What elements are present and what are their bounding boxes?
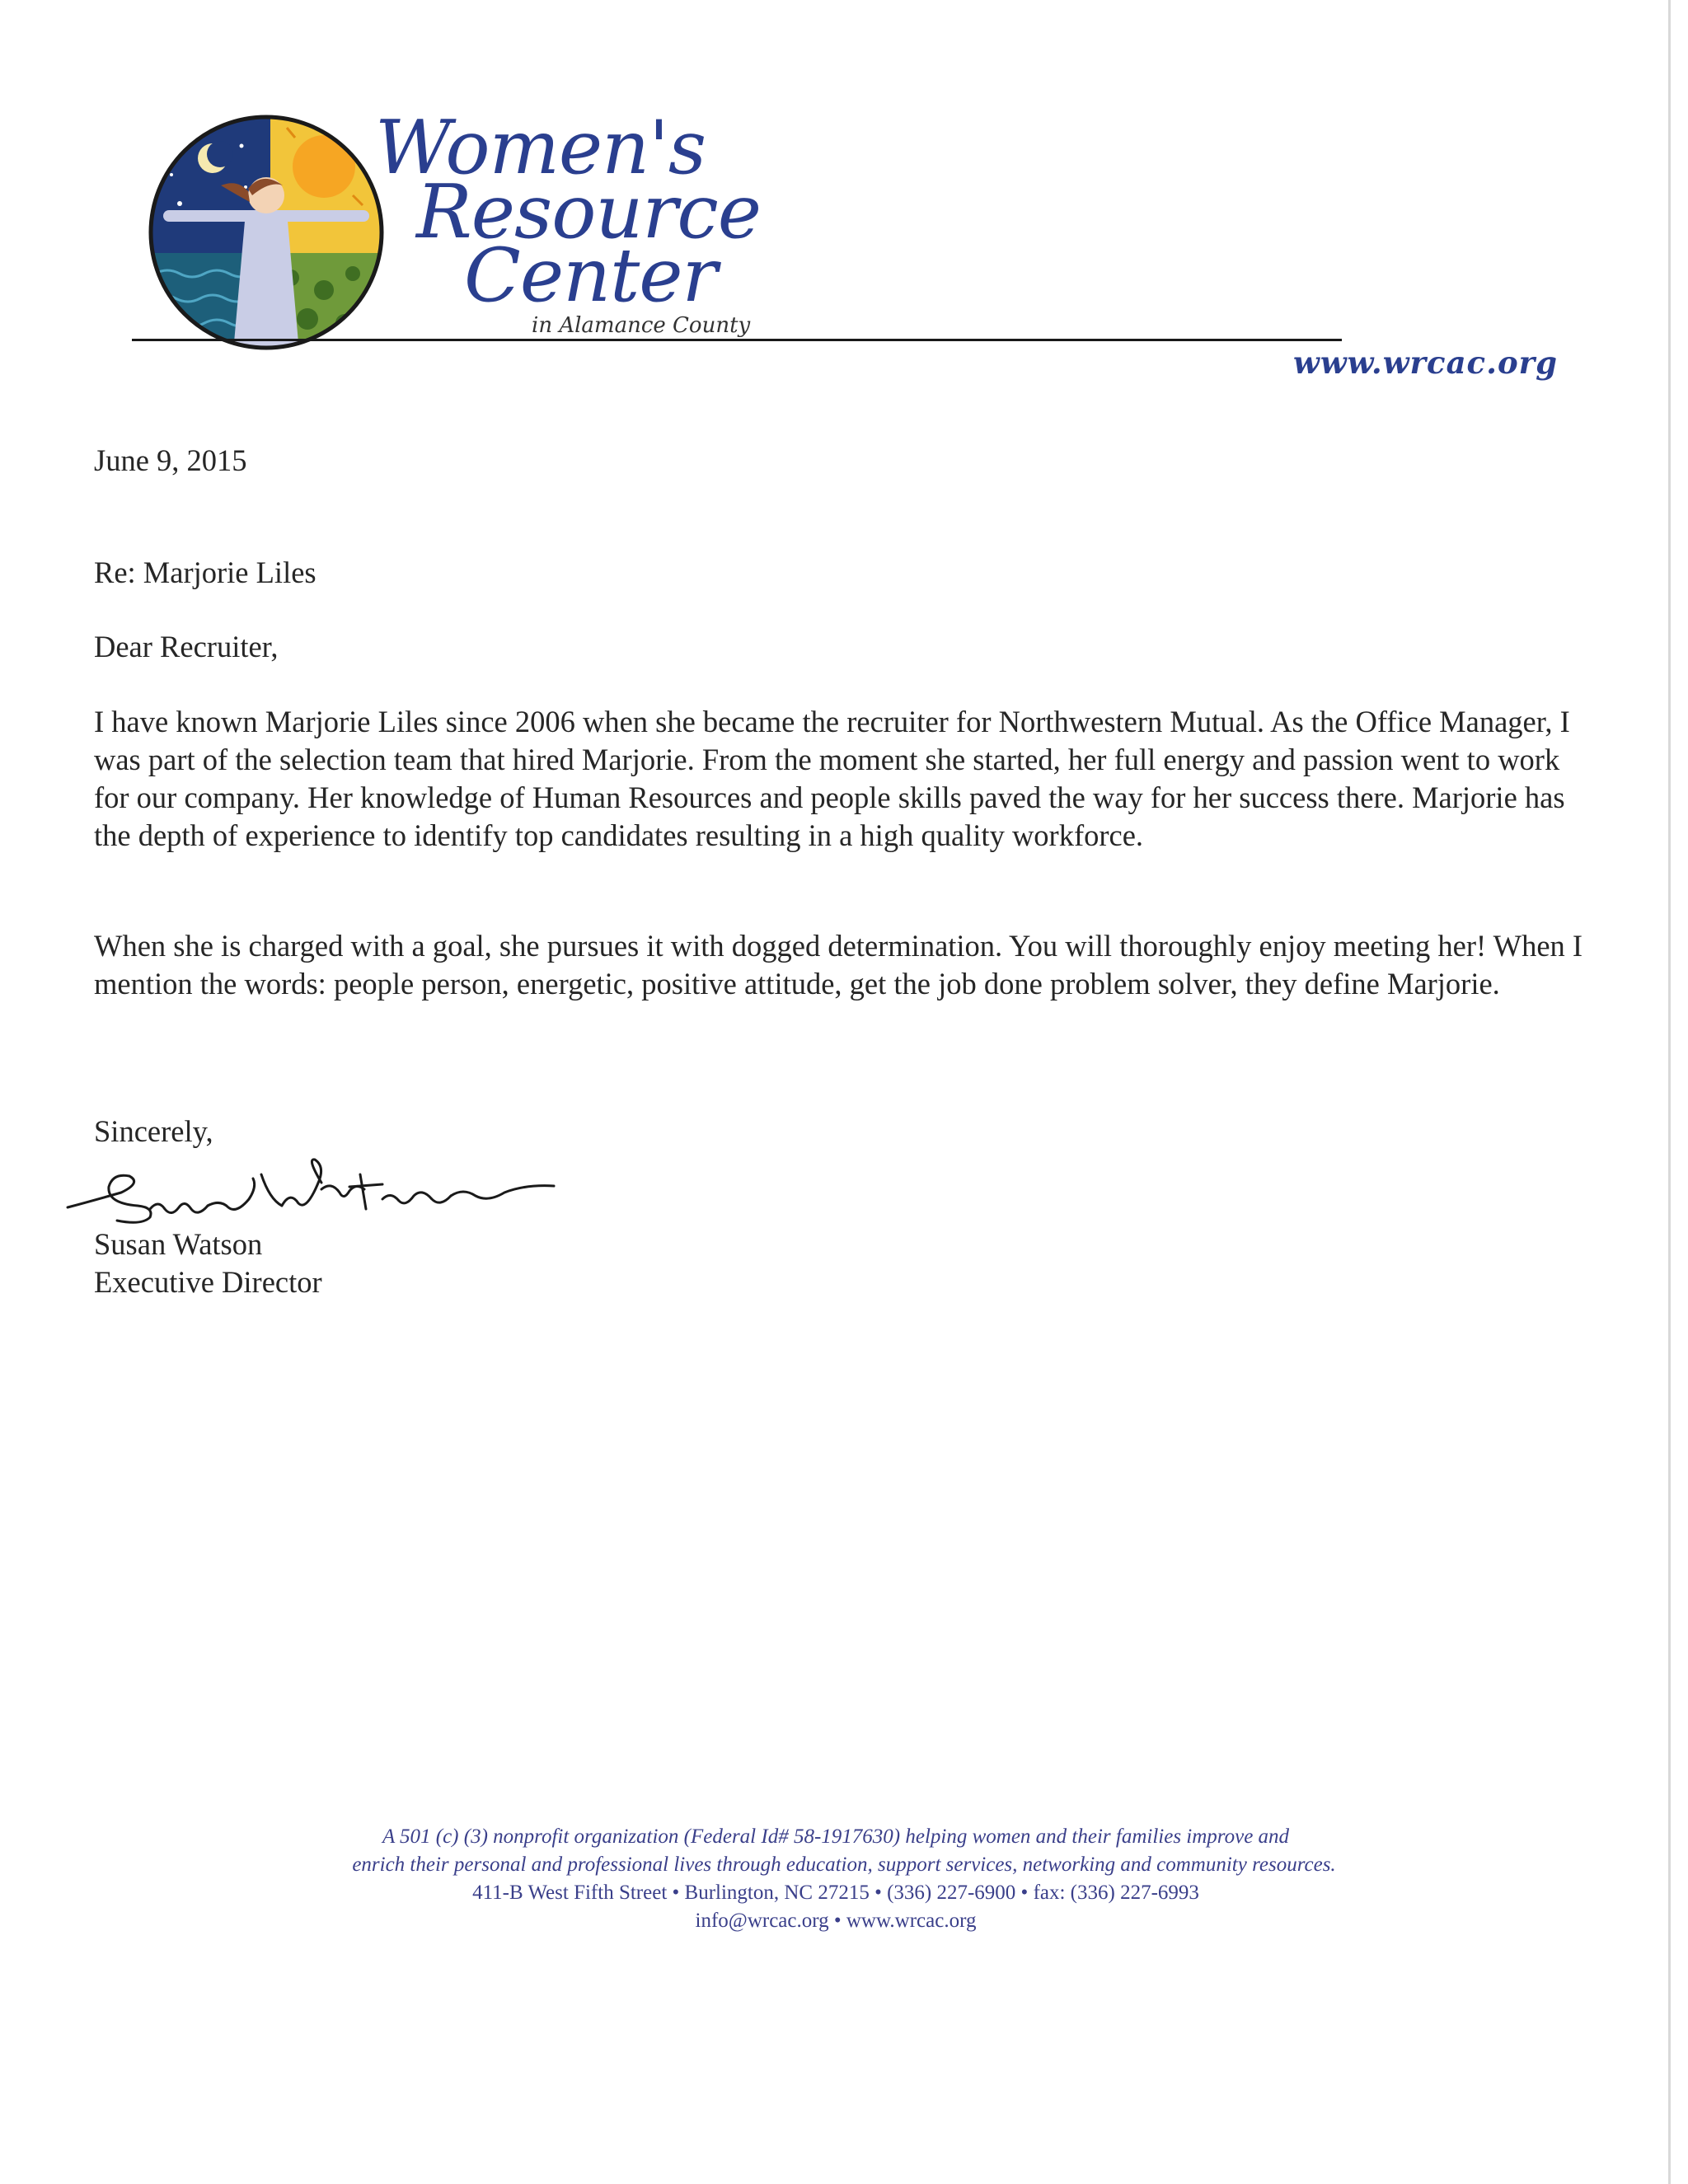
letterhead [0,0,1688,387]
website-link[interactable]: www.wrcac.org [1292,344,1558,381]
letter-closing: Sincerely, [94,1114,213,1148]
footer-mission-line-1: A 501 (c) (3) nonprofit organization (Federal Id# 58-1917630) helping women and their families improve and [382,1825,1290,1848]
letter-paragraph-2: When she is charged with a goal, she pursues it with dogged determination. You will thoroughly enjoy meeting her! When I mention the words: people person, energetic, positive attitude, get the job done problem solver, they define Marjorie. [94,929,1583,1001]
letter-subject: Re: Marjorie Liles [94,555,316,589]
letter-paragraph-1: I have known Marjorie Liles since 2006 when she became the recruiter for Northwestern Mutual. As the Office Manager, I was part of the selection team that hired Marjorie. From the moment she started, her full energy and passion went to work for our company. Her knowledge of Human Resources and people skills paved the way for her success there. Marjorie has the depth of experience to identify top candidates resulting in a high quality workforce. [94,705,1570,852]
org-subline: in Alamance County [532,313,751,338]
woman-sun-moon-seal-icon [147,113,386,352]
org-name-line-3: Center [464,232,717,319]
signer-name: Susan Watson [94,1227,263,1261]
letter-salutation: Dear Recruiter, [94,630,279,663]
handwritten-signature [59,1141,570,1232]
org-name-line-2: Resource [416,169,762,255]
footer-mission-line-2: enrich their personal and professional lives through education, support services, networking and community resources. [352,1854,1336,1876]
letterhead-divider [132,339,1342,341]
letter-date: June 9, 2015 [94,443,247,477]
footer-address: 411-B West Fifth Street • Burlington, NC 27215 • (336) 227-6900 • fax: (336) 227-6993 [472,1882,1199,1904]
org-name-line-1: Women's [375,105,706,191]
signer-title: Executive Director [94,1265,322,1299]
footer-contact: info@wrcac.org • www.wrcac.org [695,1910,977,1932]
